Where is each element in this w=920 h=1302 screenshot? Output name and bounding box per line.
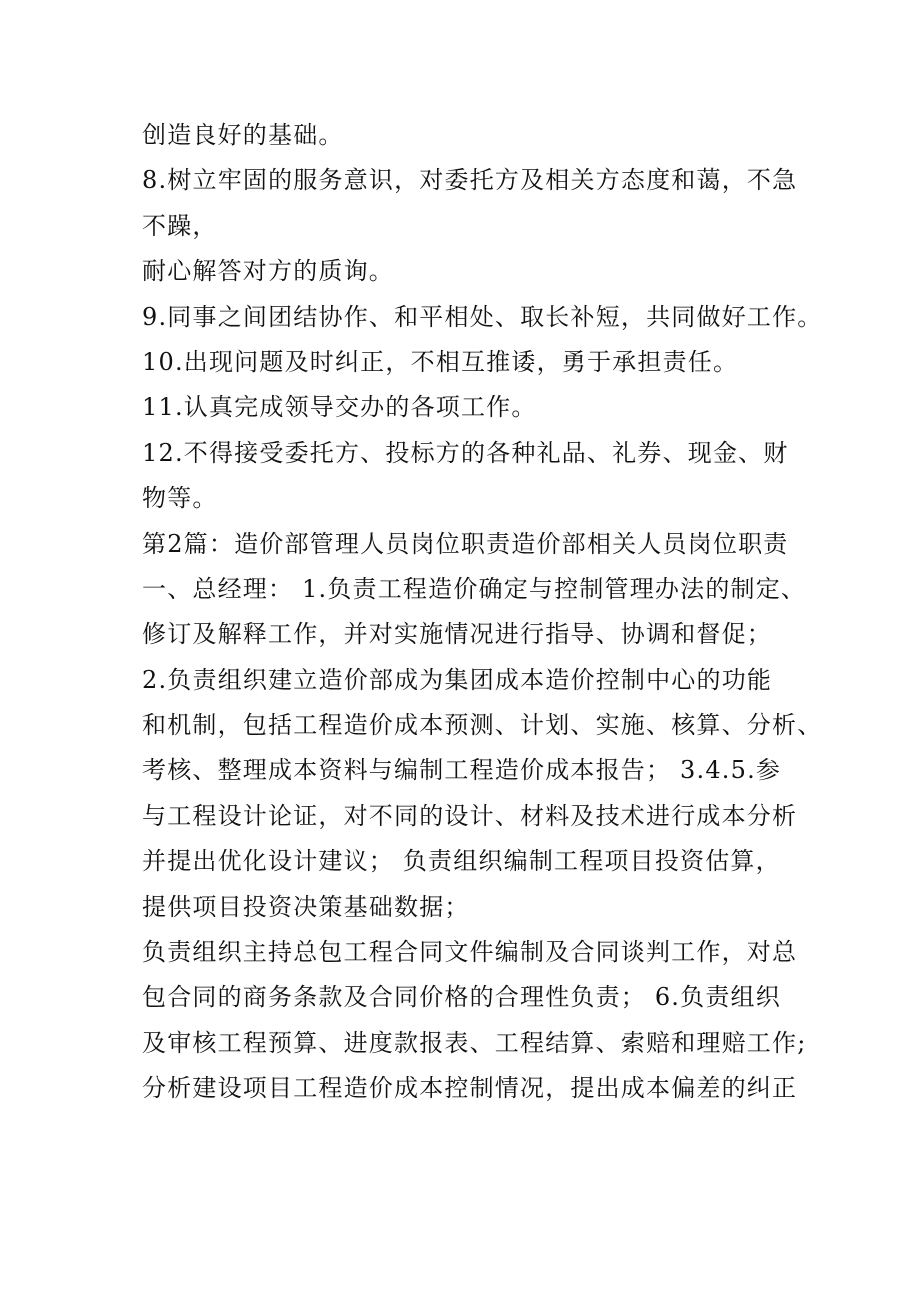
document-body [142,113,822,1112]
text-line: 物等。 [142,484,218,513]
text-line: 包合同的商务条款及合同价格的合理性负责； 6.负责组织 [142,983,781,1012]
text-line: 创造良好的基础。 [142,121,344,149]
text-line: 耐心解答对方的质询。 [142,257,394,286]
text-line: 分析建设项目工程造价成本控制情况，提出成本偏差的纠正 [142,1074,798,1103]
text-line: 提供项目投资决策基础数据； [142,892,470,921]
text-line: 一、总经理： 1.负责工程造价确定与控制管理办法的制定、 [142,574,807,603]
text-line: 负责组织主持总包工程合同文件编制及合同谈判工作，对总 [142,938,798,967]
text-line: 并提出优化设计建议； 负责组织编制工程项目投资估算， [142,847,781,876]
text-line: 不躁， [142,211,218,240]
text-line: 9.同事之间团结协作、和平相处、取长补短，共同做好工作。 [142,302,823,331]
text-line: 及审核工程预算、进度款报表、工程结算、索赔和理赔工作; [142,1028,807,1057]
text-line: 考核、整理成本资料与编制工程造价成本报告； 3.4.5.参 [142,756,782,785]
text-line: 修订及解释工作，并对实施情况进行指导、协调和督促； [142,620,772,649]
text-line: 与工程设计论证，对不同的设计、材料及技术进行成本分析 [142,801,798,830]
text-line: 11.认真完成领导交办的各项工作。 [142,393,537,422]
text-line: 2.负责组织建立造价部成为集团成本造价控制中心的功能 [142,665,773,694]
text-line: 12.不得接受委托方、投标方的各种礼品、礼券、现金、财 [142,438,789,467]
text-line: 10.出现问题及时纠正，不相互推诿，勇于承担责任。 [142,347,739,376]
text-line: 和机制，包括工程造价成本预测、计划、实施、核算、分析、 [142,711,823,740]
section-heading: 第2篇：造价部管理人员岗位职责造价部相关人员岗位职责 [142,529,789,558]
text-line: 8.树立牢固的服务意识，对委托方及相关方态度和蔼，不急 [142,166,798,195]
